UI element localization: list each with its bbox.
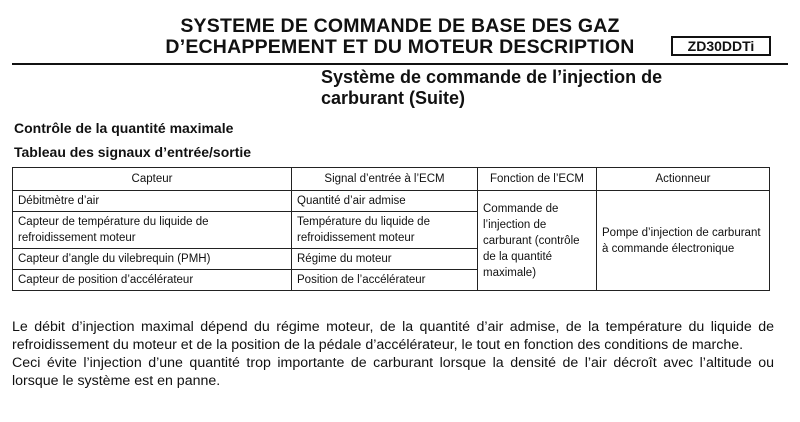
header-title-line-1: SYSTEME DE COMMANDE DE BASE DES GAZ <box>180 15 620 37</box>
io-signals-table <box>12 167 770 291</box>
ecm-function-cell: Commande de l’injection de carburant (contrôle de la quantité maximale) <box>478 191 597 291</box>
table-heading: Tableau des signaux d’entrée/sortie <box>14 144 252 160</box>
signal-cell: Température du liquide de refroidissement moteur <box>292 212 478 249</box>
signal-cell: Quantité d’air admise <box>292 191 478 212</box>
section-title-line-1: Système de commande de l’injection de <box>321 67 663 87</box>
sensor-cell: Débitmètre d’air <box>13 191 292 212</box>
subheading: Contrôle de la quantité maximale <box>14 120 234 136</box>
sensor-cell: Capteur d’angle du vilebrequin (PMH) <box>13 249 292 270</box>
header-title-line-2: D’ECHAPPEMENT ET DU MOTEUR DESCRIPTION <box>165 36 635 58</box>
column-header-sensor: Capteur <box>13 168 292 191</box>
section-title-line-2: carburant (Suite) <box>321 88 466 108</box>
page-header-title <box>150 16 650 58</box>
signal-cell: Régime du moteur <box>292 249 478 270</box>
column-header-ecm-function: Fonction de l’ECM <box>478 168 597 191</box>
description-text <box>12 318 774 390</box>
model-code-badge: ZD30DDTi <box>671 36 771 56</box>
table-header-row <box>13 168 770 191</box>
table-row <box>13 191 770 212</box>
section-title <box>321 67 781 109</box>
actuator-cell: Pompe d’injection de carburant à commande électronique <box>597 191 770 291</box>
signal-cell: Position de l’accélérateur <box>292 270 478 291</box>
header-divider <box>12 63 788 65</box>
column-header-input-signal: Signal d’entrée à l’ECM <box>292 168 478 191</box>
paragraph: Ceci évite l’injection d’une quantité trop importante de carburant lorsque la densité de l’air décroît avec l’altitude ou lorsque le système est en panne. <box>12 355 774 389</box>
sensor-cell: Capteur de température du liquide de refroidissement moteur <box>13 212 292 249</box>
sensor-cell: Capteur de position d’accélérateur <box>13 270 292 291</box>
column-header-actuator: Actionneur <box>597 168 770 191</box>
paragraph: Le débit d’injection maximal dépend du régime moteur, de la quantité d’air admise, de la température du liquide de refroidissement du moteur et de la position de la pédale d’accélérateur, le tout en fonction des conditions de marche. <box>12 319 774 353</box>
